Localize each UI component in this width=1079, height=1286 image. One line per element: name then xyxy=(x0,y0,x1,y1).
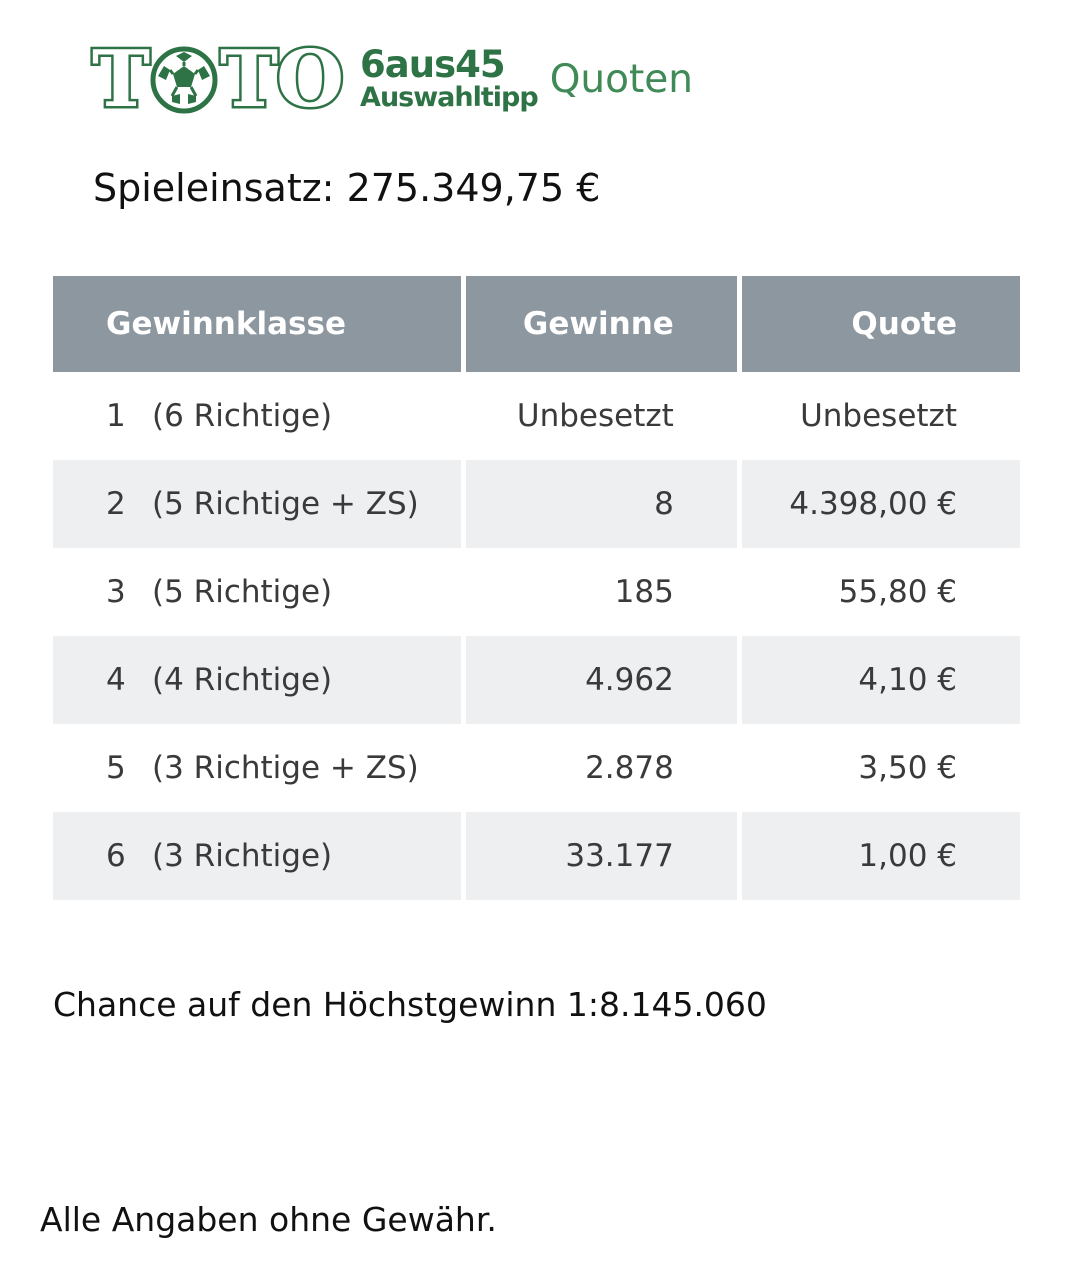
table-row xyxy=(53,372,1020,460)
soccer-ball-icon xyxy=(150,46,218,114)
game-name xyxy=(360,43,538,113)
row-class-cell xyxy=(53,724,461,812)
class-label: (5 Richtige + ZS) xyxy=(152,486,419,522)
winners-cell: 33.177 xyxy=(466,812,737,900)
logo-letter-t: T xyxy=(220,34,277,125)
table-row xyxy=(53,812,1020,900)
table-row xyxy=(53,724,1020,812)
class-number: 1 xyxy=(106,398,126,434)
quotes-table xyxy=(48,276,1025,900)
logo-letter-o: O xyxy=(276,34,343,125)
class-label: (3 Richtige) xyxy=(152,838,333,874)
table-row xyxy=(53,548,1020,636)
header-quote: Quote xyxy=(742,276,1020,372)
winners-cell: 185 xyxy=(614,574,674,610)
row-class-cell xyxy=(53,812,461,900)
header-gewinne: Gewinne xyxy=(466,276,737,372)
stake-amount: Spieleinsatz: 275.349,75 € xyxy=(93,166,601,210)
class-number: 5 xyxy=(106,750,126,786)
disclaimer: Alle Angaben ohne Gewähr. xyxy=(40,1200,497,1239)
class-number: 6 xyxy=(106,838,126,874)
table-header-row xyxy=(53,276,1020,372)
jackpot-odds: Chance auf den Höchstgewinn 1:8.145.060 xyxy=(53,985,767,1024)
header-gewinnklasse: Gewinnklasse xyxy=(53,276,461,372)
class-number: 3 xyxy=(106,574,126,610)
row-class-cell xyxy=(53,372,461,460)
game-name-line2: Auswahltipp xyxy=(360,82,538,113)
quote-cell: 4.398,00 € xyxy=(742,460,1020,548)
quote-cell: Unbesetzt xyxy=(800,398,957,434)
winners-cell: 8 xyxy=(466,460,737,548)
table-row xyxy=(53,460,1020,548)
winners-cell: Unbesetzt xyxy=(516,398,674,434)
page-title: Quoten xyxy=(549,56,693,102)
quote-cell: 1,00 € xyxy=(742,812,1020,900)
row-class-cell xyxy=(53,636,461,724)
class-label: (3 Richtige + ZS) xyxy=(152,750,419,786)
class-number: 2 xyxy=(106,486,126,522)
quote-cell: 55,80 € xyxy=(838,574,957,610)
class-label: (5 Richtige) xyxy=(152,574,333,610)
quote-cell: 4,10 € xyxy=(742,636,1020,724)
row-class-cell xyxy=(53,460,461,548)
row-class-cell xyxy=(53,548,461,636)
table-row xyxy=(53,636,1020,724)
logo-letter-t: T xyxy=(92,34,149,125)
class-number: 4 xyxy=(106,662,126,698)
winners-cell: 4.962 xyxy=(466,636,737,724)
class-label: (6 Richtige) xyxy=(152,398,333,434)
toto-logo xyxy=(92,34,693,125)
quote-cell: 3,50 € xyxy=(858,750,957,786)
toto-wordmark xyxy=(92,34,343,125)
class-label: (4 Richtige) xyxy=(152,662,333,698)
game-name-line1: 6aus45 xyxy=(360,43,505,86)
winners-cell: 2.878 xyxy=(585,750,674,786)
